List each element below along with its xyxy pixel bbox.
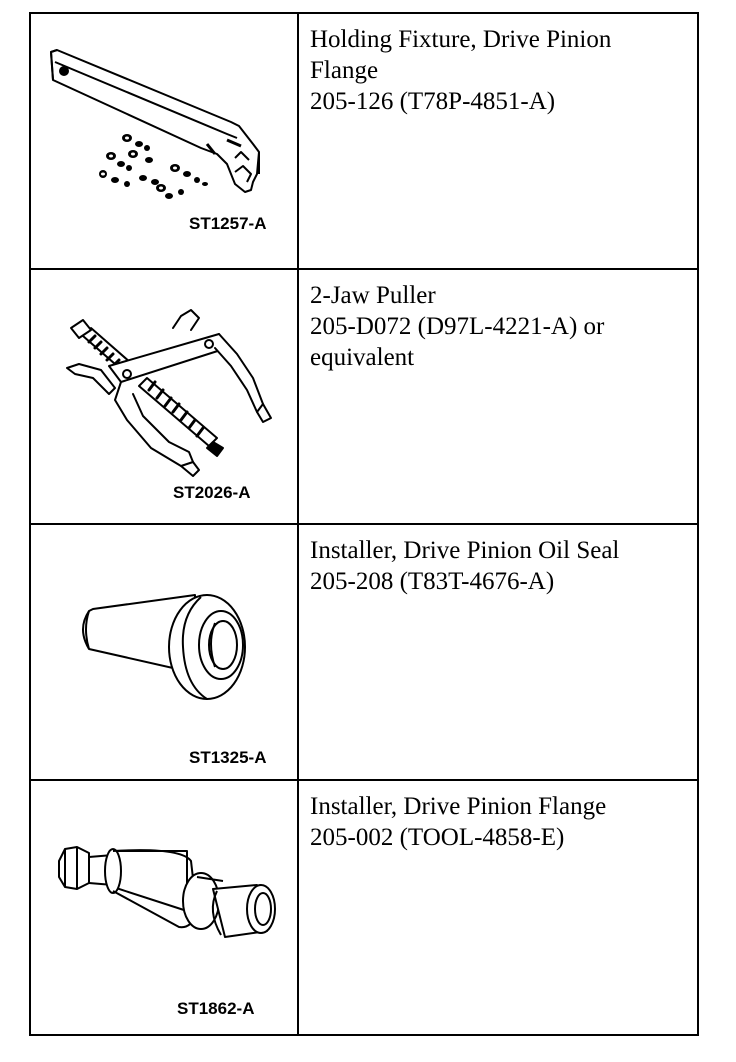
tool-name-line: Installer, Drive Pinion Flange — [310, 792, 607, 820]
tool-image-cell — [30, 13, 298, 269]
tool-name-line: Flange — [310, 57, 379, 84]
flange-installer-illustration — [31, 781, 297, 1034]
illustration-code: ST2026-A — [173, 482, 251, 502]
tool-image-cell — [30, 780, 298, 1036]
tool-image-cell — [30, 269, 298, 525]
oil-seal-installer-illustration — [31, 525, 297, 778]
tool-description — [299, 270, 697, 373]
tool-name-line: Installer, Drive Pinion Oil Seal — [310, 537, 620, 564]
tool-number-line: 205-126 (T78P-4851-A) — [310, 88, 556, 115]
tool-name-line: equivalent — [310, 343, 415, 371]
tool-number-line: 205-D072 (D97L-4221-A) or — [310, 312, 605, 340]
tool-description-cell — [298, 13, 698, 269]
tool-name-line: 2-Jaw Puller — [310, 281, 436, 309]
table-row — [30, 13, 698, 269]
tool-image-cell — [30, 524, 298, 780]
table-row — [30, 269, 698, 525]
jaw-puller-illustration — [31, 270, 297, 523]
tool-description — [299, 781, 697, 853]
tool-description — [299, 14, 697, 117]
illustration-code: ST1257-A — [189, 214, 267, 233]
special-tools-table — [29, 12, 699, 1036]
tool-description-cell — [298, 780, 698, 1036]
tool-number-line: 205-002 (TOOL-4858-E) — [310, 823, 565, 851]
table-row — [30, 780, 698, 1036]
illustration-code: ST1325-A — [189, 748, 267, 767]
illustration-code: ST1862-A — [177, 998, 255, 1018]
table-row — [30, 524, 698, 780]
tool-name-line: Holding Fixture, Drive Pinion — [310, 26, 612, 53]
tool-number-line: 205-208 (T83T-4676-A) — [310, 568, 555, 595]
tool-description-cell — [298, 524, 698, 780]
tool-description — [299, 525, 697, 597]
tool-description-cell — [298, 269, 698, 525]
